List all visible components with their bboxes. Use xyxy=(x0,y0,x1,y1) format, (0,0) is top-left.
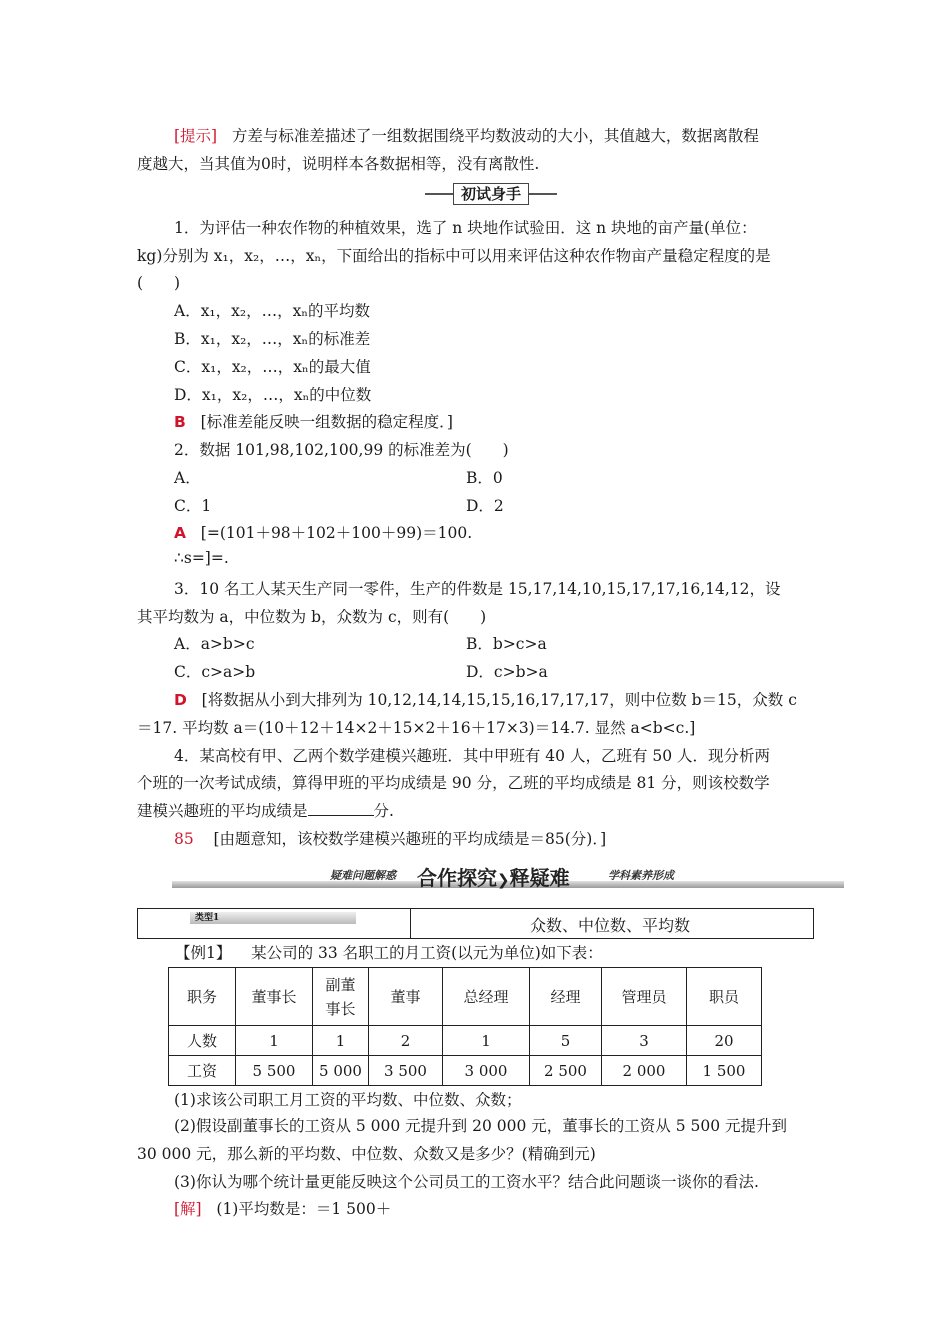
table-cell: 2 000 xyxy=(602,1056,687,1086)
q1-option-a: A．x₁，x₂，…，xₙ的平均数 xyxy=(174,302,371,320)
table-header-cell: 职务 xyxy=(169,968,236,1026)
banner-title: 初试身手 xyxy=(453,183,529,205)
q4-answer-text: [由题意知，该校数学建模兴趣班的平均成绩是＝85(分)．] xyxy=(213,830,607,848)
section-right-caption: 学科素养形成 xyxy=(608,869,674,882)
banner-rule-left xyxy=(425,193,455,195)
q4-line-3-pre: 建模兴趣班的平均成绩是 xyxy=(137,802,308,820)
q4-line-3 xyxy=(137,799,394,821)
q1-line-1: 1．为评估一种农作物的种植效果，选了 n 块地作试验田．这 n 块地的亩产量(单位： xyxy=(174,219,757,237)
subq-3: (3)你认为哪个统计量更能反映这个公司员工的工资水平？结合此问题谈一谈你的看法. xyxy=(174,1173,759,1191)
section-header xyxy=(172,862,844,888)
q3-answer xyxy=(174,688,797,710)
table-row xyxy=(169,1026,762,1056)
solution-label: [解] xyxy=(174,1200,202,1218)
q1-option-c: C．x₁，x₂，…，xₙ的最大值 xyxy=(174,358,371,376)
solution-text: (1)平均数是：＝1 500＋ xyxy=(216,1200,392,1218)
table-header-cell: 总经理 xyxy=(443,968,530,1026)
table-header-cell xyxy=(313,968,369,1026)
table-cell: 3 xyxy=(602,1026,687,1056)
q3-answer-line-2: ＝17. 平均数 a＝(10＋12＋14×2＋15×2＋16＋17×3)＝14.7. 显然 a<b<c.] xyxy=(137,719,696,737)
q1-line-2: kg)分别为 x₁，x₂，…，xₙ，下面给出的指标中可以用来评估这种农作物亩产量稳定程度的是 xyxy=(137,247,771,265)
subq-1: (1)求该公司职工月工资的平均数、中位数、众数； xyxy=(174,1091,522,1109)
table-row xyxy=(169,1056,762,1086)
table-cell: 3 000 xyxy=(443,1056,530,1086)
table-cell: 工资 xyxy=(169,1056,236,1086)
subq-2-line-1: (2)假设副董事长的工资从 5 000 元提升到 20 000 元，董事长的工资从 5 500 元提升到 xyxy=(174,1117,788,1135)
q2-option-c: C．1 xyxy=(174,497,212,515)
salary-table xyxy=(168,967,762,1086)
q3-answer-text: [将数据从小到大排列为 10,12,14,14,15,15,16,17,17,17，则中位数 b＝15，众数 c xyxy=(201,691,797,709)
q3-option-c: C．c>a>b xyxy=(174,663,256,681)
table-header-cell: 董事 xyxy=(369,968,443,1026)
answer-blank xyxy=(308,801,374,816)
banner-rule-right xyxy=(527,193,557,195)
section-banner xyxy=(425,183,557,205)
table-cell: 5 500 xyxy=(236,1056,313,1086)
section-main-left: 合作探究 xyxy=(417,866,497,890)
table-cell: 2 500 xyxy=(530,1056,602,1086)
type-box xyxy=(137,908,814,939)
q3-option-b: B．b>c>a xyxy=(466,635,547,653)
tip-text: 方差与标准差描述了一组数据围绕平均数波动的大小，其值越大，数据离散程 xyxy=(231,127,759,145)
table-cell: 2 xyxy=(369,1026,443,1056)
table-header-row xyxy=(169,968,762,1026)
section-main-title xyxy=(417,862,570,891)
table-cell: 5 000 xyxy=(313,1056,369,1086)
q2-option-b: B．0 xyxy=(466,469,503,487)
table-header-cell: 职员 xyxy=(687,968,762,1026)
example-label: 【例1】 xyxy=(175,944,232,962)
table-cell: 5 xyxy=(530,1026,602,1056)
table-cell: 20 xyxy=(687,1026,762,1056)
type-box-divider xyxy=(410,909,411,938)
solution-line xyxy=(174,1197,391,1219)
q2-line-1: 2．数据 101,98,102,100,99 的标准差为( ) xyxy=(174,441,509,459)
subq-2-line-2: 30 000 元，那么新的平均数、中位数、众数又是多少？(精确到元) xyxy=(137,1145,596,1163)
q3-option-a: A．a>b>c xyxy=(174,635,255,653)
q1-answer xyxy=(174,410,453,432)
q1-answer-text: [标准差能反映一组数据的稳定程度．] xyxy=(200,413,453,431)
q1-option-d: D．x₁，x₂，…，xₙ的中位数 xyxy=(174,386,372,404)
q3-line-1: 3．10 名工人某天生产同一零件，生产的件数是 15,17,14,10,15,17,17,16,14,12，设 xyxy=(174,580,781,598)
section-main-right: 释疑难 xyxy=(509,866,570,890)
table-cell: 人数 xyxy=(169,1026,236,1056)
q4-line-3-post: 分. xyxy=(373,802,394,820)
q2-answer-text: [=(101＋98＋102＋100＋99)＝100. xyxy=(200,524,473,542)
table-cell: 1 xyxy=(236,1026,313,1056)
table-header-cell: 经理 xyxy=(530,968,602,1026)
q4-answer xyxy=(174,827,606,849)
q2-option-d: D．2 xyxy=(466,497,504,515)
table-header-cell: 管理员 xyxy=(602,968,687,1026)
q4-line-1: 4．某高校有甲、乙两个数学建模兴趣班．其中甲班有 40 人，乙班有 50 人．现分析两 xyxy=(174,747,771,765)
q2-answer xyxy=(174,521,472,543)
q4-line-2: 个班的一次考试成绩，算得甲班的平均成绩是 90 分，乙班的平均成绩是 81 分，则该校数学 xyxy=(137,774,770,792)
q4-answer-value: 85 xyxy=(174,830,194,848)
table-header-cell: 董事长 xyxy=(236,968,313,1026)
q1-answer-letter: B xyxy=(174,413,186,431)
tip-line-2: 度越大，当其值为0时，说明样本各数据相等，没有离散性. xyxy=(137,155,540,173)
example-text: 某公司的 33 名职工的月工资(以元为单位)如下表： xyxy=(251,944,603,962)
header-vice-line-1: 副董 xyxy=(325,975,356,994)
chevron-right-icon: ❯ xyxy=(497,871,510,889)
q3-line-2: 其平均数为 a，中位数为 b，众数为 c，则有( ) xyxy=(137,608,487,626)
q1-option-b: B．x₁，x₂，…，xₙ的标准差 xyxy=(174,330,371,348)
tip-label: [提示] xyxy=(174,127,218,145)
table-cell: 3 500 xyxy=(369,1056,443,1086)
type-tab: 类型1 xyxy=(190,912,356,924)
q2-option-a: A． xyxy=(174,469,201,487)
table-cell: 1 xyxy=(313,1026,369,1056)
section-left-caption: 疑难问题解惑 xyxy=(330,869,396,882)
type-title: 众数、中位数、平均数 xyxy=(530,916,691,935)
q3-answer-letter: D xyxy=(174,691,187,709)
table-cell: 1 xyxy=(443,1026,530,1056)
header-vice-line-2: 事长 xyxy=(325,999,356,1018)
tip-line-1 xyxy=(174,124,759,146)
q3-option-d: D．c>b>a xyxy=(466,663,548,681)
example-heading xyxy=(175,941,603,963)
q1-line-3: ( ) xyxy=(137,274,181,292)
q2-answer-letter: A xyxy=(174,524,186,542)
q2-answer-line-2: ∴s=]=. xyxy=(174,549,229,567)
table-cell: 1 500 xyxy=(687,1056,762,1086)
